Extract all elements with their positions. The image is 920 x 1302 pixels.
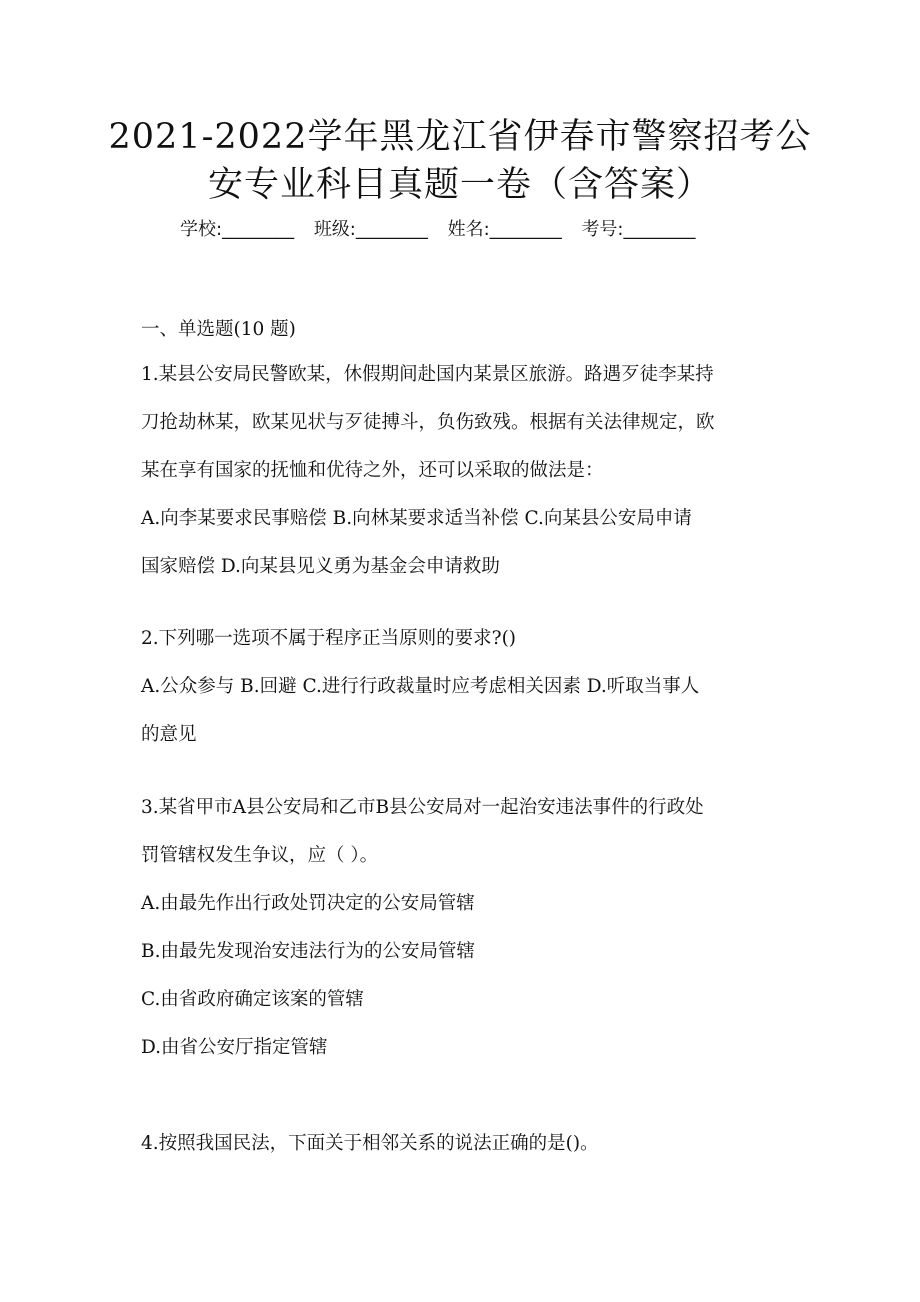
- question-1-options-line-1: A.向李某要求民事赔偿 B.向林某要求适当补偿 C.向某县公安局申请: [141, 508, 692, 529]
- class-field: 班级:________: [313, 219, 428, 240]
- school-field: 学校:________: [180, 219, 295, 240]
- question-3-text-line-1: 3.某省甲市A县公安局和乙市B县公安局对一起治安违法事件的行政处: [141, 797, 704, 818]
- question-1-options-line-2: 国家赔偿 D.向某县见义勇为基金会申请救助: [141, 556, 500, 577]
- question-1-text-line-3: 某在享有国家的抚恤和优待之外，还可以采取的做法是：: [141, 460, 604, 481]
- question-3-option-c: C.由省政府确定该案的管辖: [141, 989, 364, 1010]
- question-3-option-d: D.由省公安厅指定管辖: [141, 1037, 328, 1058]
- document-title-line-2: 安专业科目真题一卷（含答案）: [207, 165, 712, 205]
- section-heading: 一、单选题(10 题): [141, 319, 296, 340]
- question-3-text-line-2: 罚管辖权发生争议，应（ ）。: [141, 845, 379, 866]
- question-1-text-line-1: 1.某县公安局民警欧某，休假期间赴国内某景区旅游。路遇歹徒李某持: [141, 364, 714, 385]
- question-2-options-line-2: 的意见: [141, 724, 197, 745]
- question-2-options-line-1: A.公众参与 B.回避 C.进行行政裁量时应考虑相关因素 D.听取当事人: [141, 676, 700, 697]
- exam-number-field: 考号:________: [581, 219, 696, 240]
- student-info-row: [180, 217, 780, 243]
- question-3-option-b: B.由最先发现治安违法行为的公安局管辖: [141, 941, 475, 962]
- question-1-text-line-2: 刀抢劫林某，欧某见状与歹徒搏斗，负伤致残。根据有关法律规定，欧: [141, 412, 715, 433]
- question-2-text-line-1: 2.下列哪一选项不属于程序正当原则的要求?(): [141, 628, 517, 649]
- document-title-line-1: 2021-2022学年黑龙江省伊春市警察招考公: [108, 117, 812, 157]
- question-4-text-line-1: 4.按照我国民法，下面关于相邻关系的说法正确的是()。: [141, 1133, 599, 1154]
- question-3-option-a: A.由最先作出行政处罚决定的公安局管辖: [141, 893, 475, 914]
- name-field: 姓名:________: [447, 219, 562, 240]
